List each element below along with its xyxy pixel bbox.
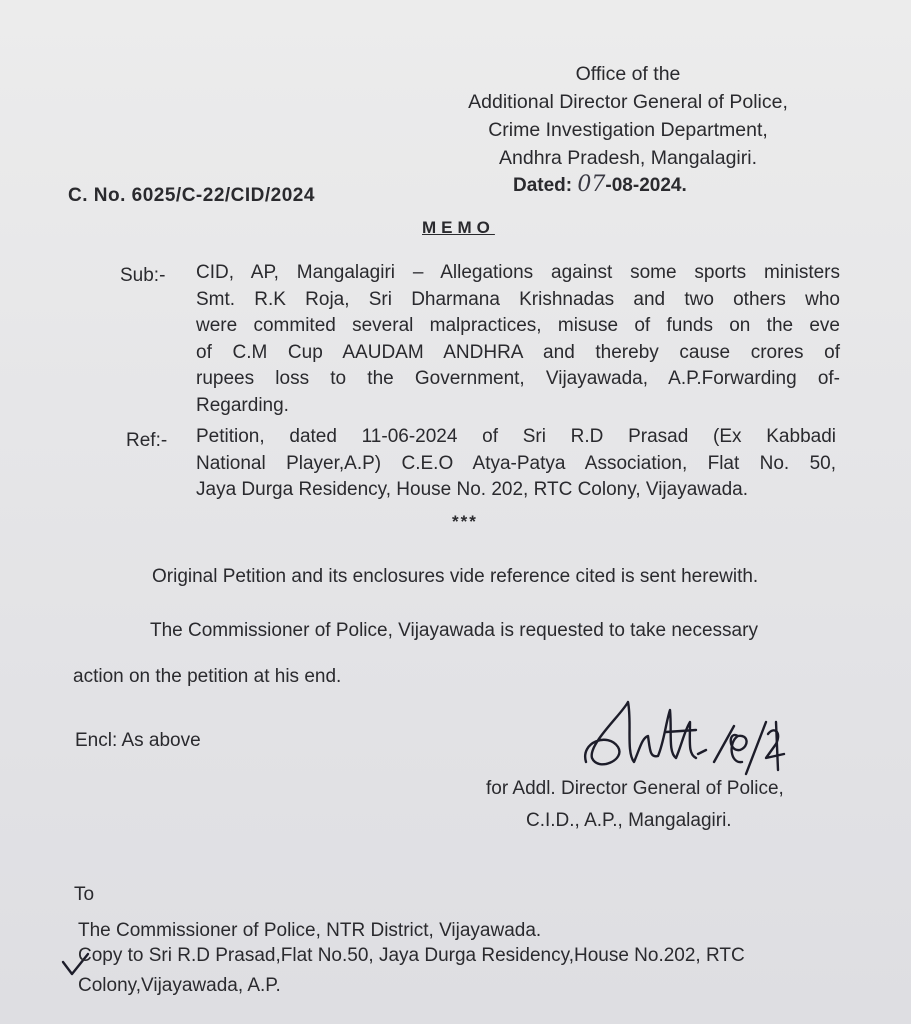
body-paragraph-2-line-1: The Commissioner of Police, Vijayawada is requested to take necessary — [150, 620, 758, 641]
reference-text — [196, 424, 836, 504]
signatory-block — [486, 773, 784, 837]
body-paragraph-1: Original Petition and its enclosures vide reference cited is sent herewith. — [152, 566, 759, 587]
dated-month-year: -08-2024. — [605, 175, 687, 196]
signatory-line-1: for Addl. Director General of Police, — [486, 778, 784, 799]
subject-line: were commited several malpractices, misuse of funds on the eve — [196, 315, 840, 336]
subject-line: rupees loss to the Government, Vijayawada, A.P.Forwarding of- — [196, 368, 840, 389]
dated-label: Dated: — [513, 175, 573, 196]
reference-line: National Player,A.P) C.E.O Atya-Patya Association, Flat No. 50, — [196, 452, 836, 474]
subject-line: Smt. R.K Roja, Sri Dharmana Krishnadas and two others who — [196, 288, 840, 310]
dated-day-handwritten: 07 — [577, 172, 606, 197]
office-line: Andhra Pradesh, Mangalagiri. — [499, 147, 757, 169]
subject-line: CID, AP, Mangalagiri – Allegations against some sports ministers — [196, 262, 840, 283]
dated-line — [513, 172, 687, 197]
subject-label: Sub:- — [120, 265, 166, 286]
addressee-line: The Commissioner of Police, NTR District, Vijayawada. — [78, 920, 542, 941]
copy-to-line-1: Copy to Sri R.D Prasad,Flat No.50, Jaya Durga Residency,House No.202, RTC — [78, 945, 745, 966]
subject-line: of C.M Cup AAUDAM ANDHRA and thereby cause crores of — [196, 341, 840, 363]
subject-line: Regarding. — [196, 394, 289, 416]
office-line: Office of the — [575, 63, 681, 85]
reference-label: Ref:- — [126, 430, 168, 451]
subject-text — [196, 260, 840, 419]
memo-title: MEMO — [422, 218, 495, 237]
body-paragraph-2-line-2: action on the petition at his end. — [73, 666, 342, 687]
office-address-block — [448, 60, 808, 172]
enclosure-note: Encl: As above — [75, 730, 201, 751]
reference-line: Petition, dated 11-06-2024 of Sri R.D Prasad (Ex Kabbadi — [196, 426, 836, 447]
reference-line: Jaya Durga Residency, House No. 202, RTC Colony, Vijayawada. — [196, 479, 748, 500]
to-label: To — [74, 884, 95, 905]
signatory-line-2: C.I.D., A.P., Mangalagiri. — [526, 810, 732, 831]
copy-to-line-2: Colony,Vijayawada, A.P. — [78, 975, 281, 996]
separator-stars: *** — [452, 512, 478, 531]
office-line: Crime Investigation Department, — [488, 119, 768, 141]
case-number: C. No. 6025/C-22/CID/2024 — [68, 185, 315, 206]
office-line: Additional Director General of Police, — [468, 91, 788, 113]
